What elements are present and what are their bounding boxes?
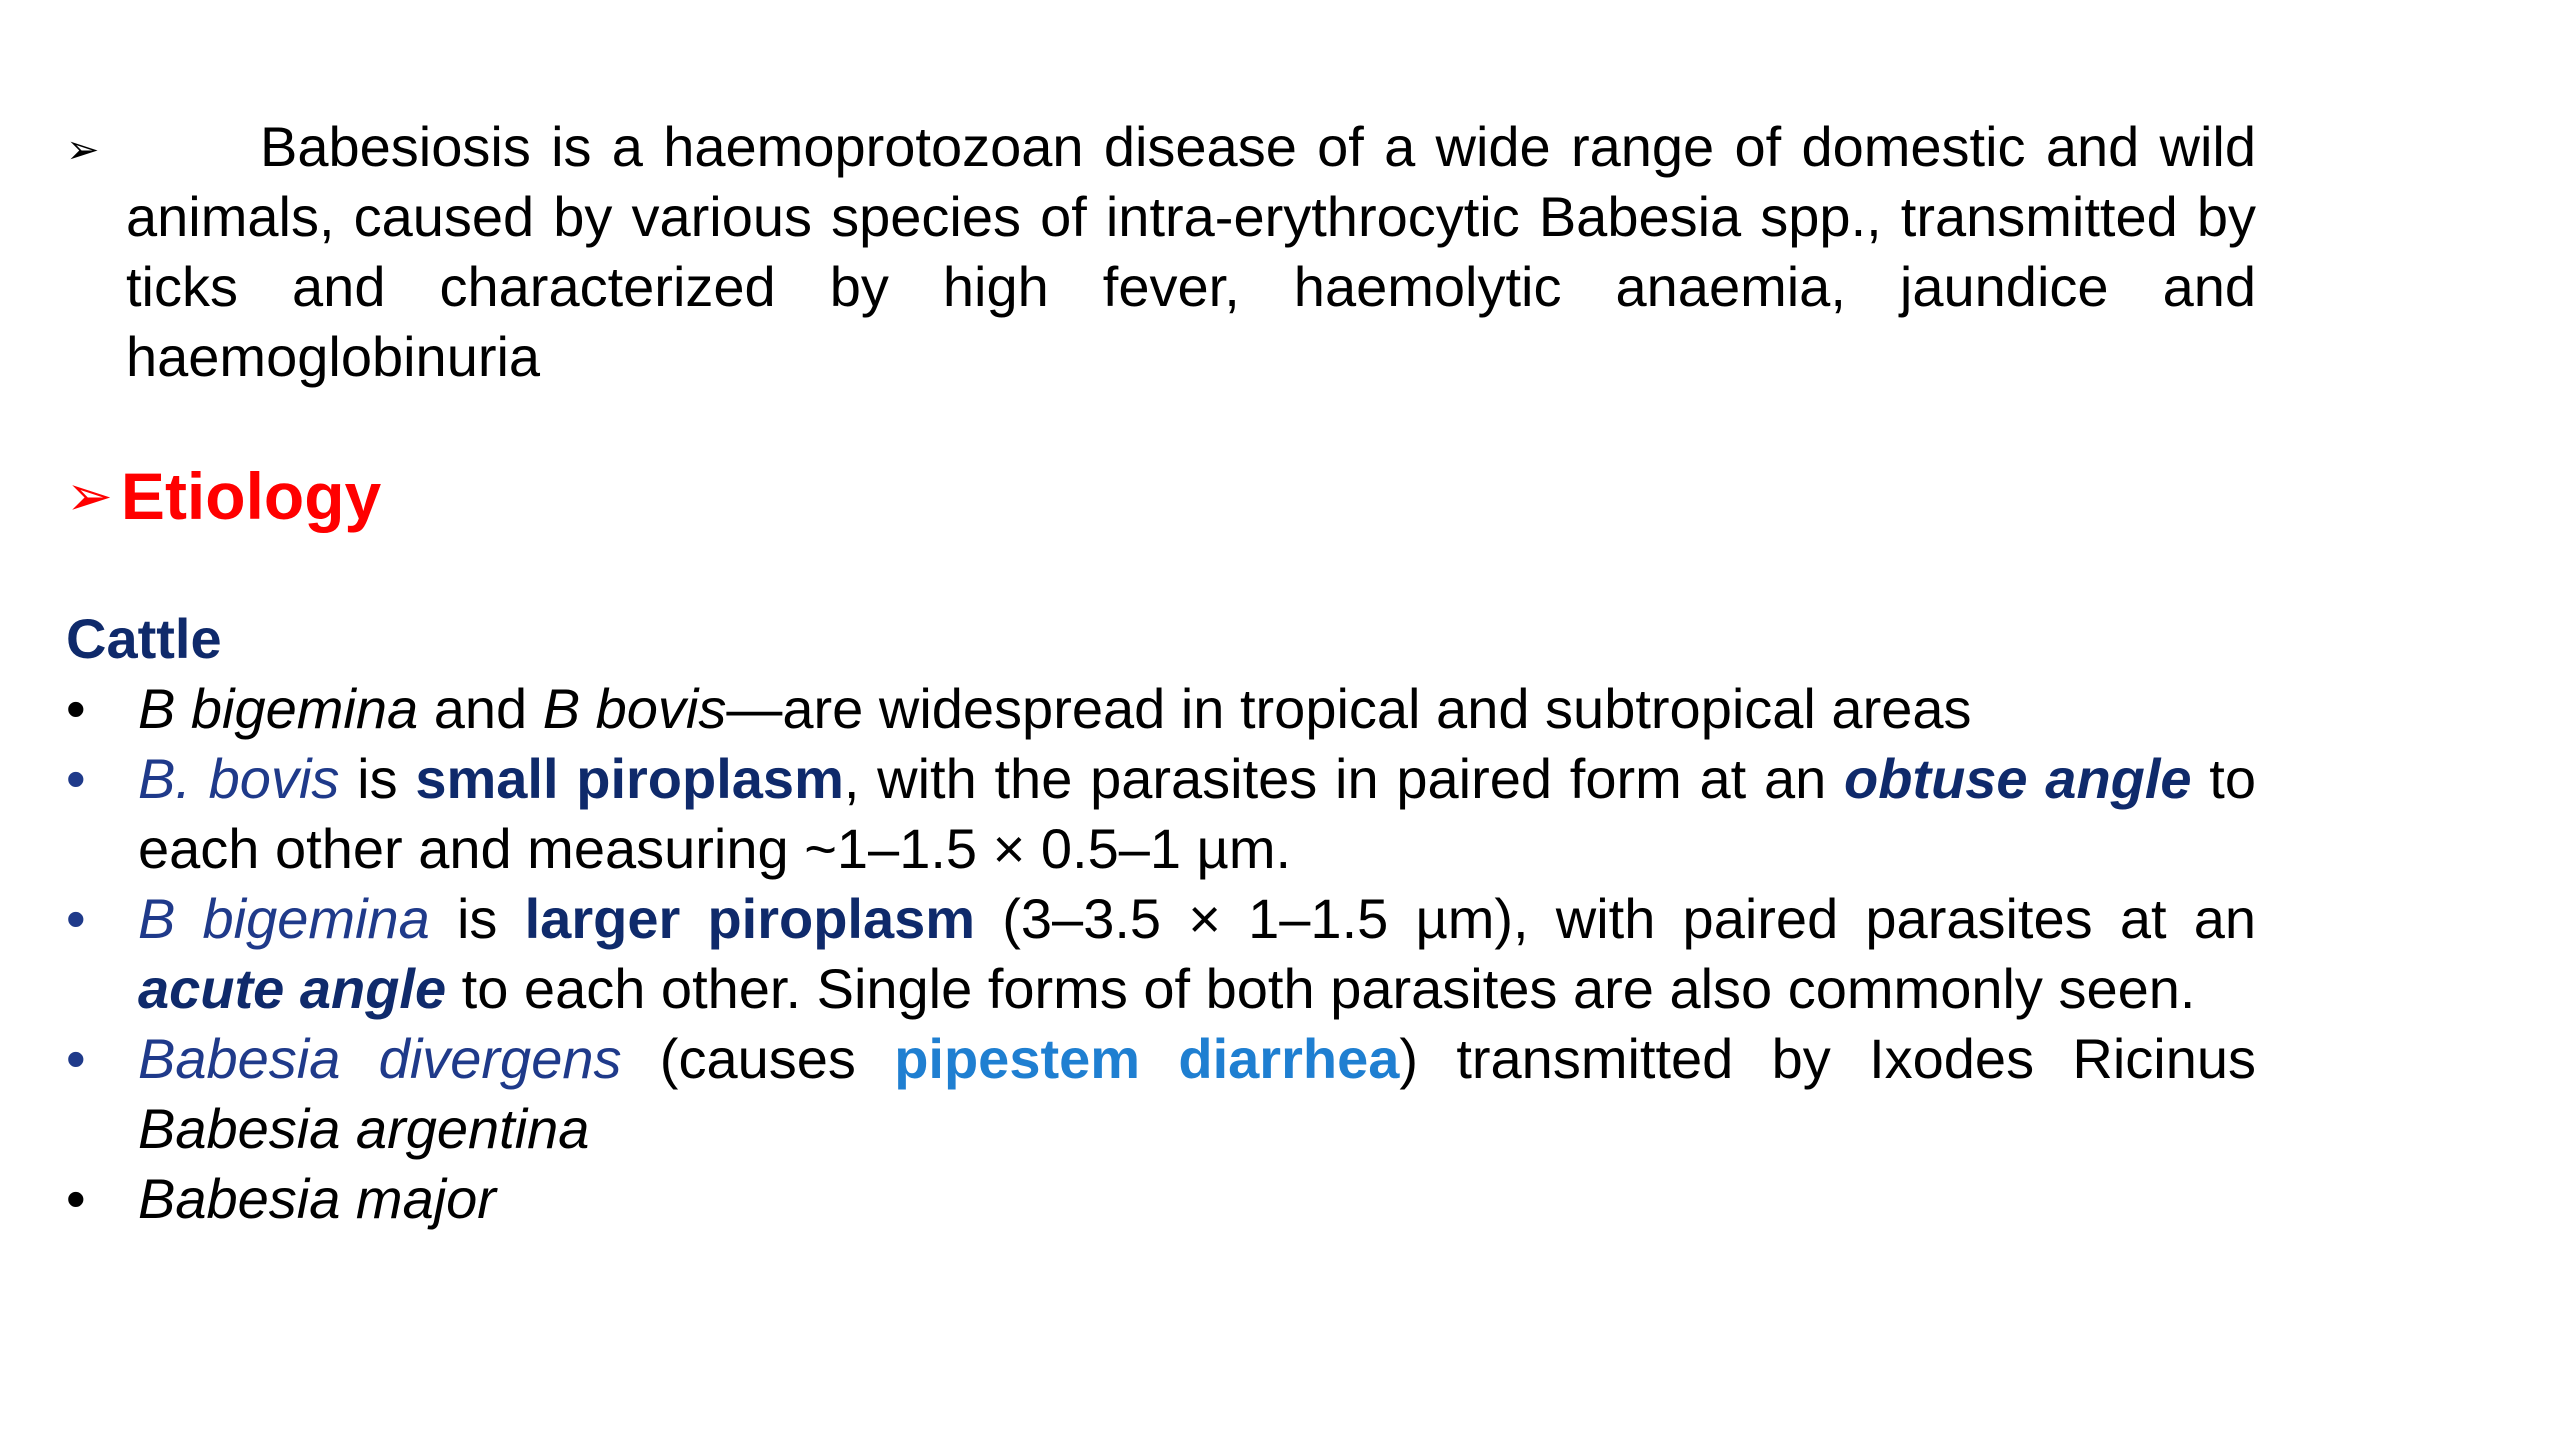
species-name: B bigemina — [138, 677, 419, 740]
arrow-bullet-icon: ➢ — [66, 128, 100, 172]
list-text: ) transmitted by Ixodes Ricinus — [1399, 1027, 2256, 1090]
bullet-dot-icon: • — [66, 1027, 86, 1090]
list-item — [66, 884, 2256, 1024]
list-text: is — [339, 747, 416, 810]
list-item — [66, 1024, 2256, 1164]
highlight-angle: obtuse angle — [1844, 747, 2192, 810]
species-name: B bigemina — [138, 887, 430, 950]
list-text: , with the parasites in paired form at an — [843, 747, 1844, 810]
species-name: B. bovis — [138, 747, 340, 810]
list-item — [66, 674, 2256, 744]
etiology-heading — [66, 456, 381, 536]
list-text: —are widespread in tropical and subtropical areas — [726, 677, 1972, 740]
species-name: Babesia divergens — [138, 1027, 622, 1090]
list-text: to each other. Single forms of both parasites are also commonly seen. — [446, 957, 2196, 1020]
bullet-dot-icon: • — [66, 747, 86, 810]
highlight-term: pipestem diarrhea — [894, 1027, 1400, 1090]
highlight-term: larger piroplasm — [524, 887, 976, 950]
list-item — [66, 744, 2256, 884]
species-name: Babesia argentina — [138, 1097, 590, 1160]
list-text: (3–3.5 × 1–1.5 µm), with paired parasites at an — [975, 887, 2257, 950]
red-arrow-bullet-icon: ➢ — [66, 464, 113, 527]
intro-paragraph — [66, 112, 2256, 392]
cattle-subheading: Cattle — [66, 607, 222, 670]
species-name: B bovis — [542, 677, 727, 740]
list-text: to each other and measuring ~1–1.5 × 0.5–1 µm. — [138, 747, 2257, 880]
list-text: (causes — [621, 1027, 895, 1090]
highlight-angle: acute angle — [138, 957, 447, 1020]
etiology-title: Etiology — [120, 459, 382, 533]
list-text: is — [429, 887, 525, 950]
highlight-term: small piroplasm — [415, 747, 844, 810]
cattle-species-list — [66, 674, 2256, 1234]
bullet-dot-icon: • — [66, 887, 86, 950]
bullet-dot-icon: • — [66, 677, 86, 740]
species-name: Babesia major — [138, 1167, 496, 1230]
list-item — [66, 1164, 2256, 1234]
bullet-dot-icon: • — [66, 1167, 86, 1230]
intro-text: Babesiosis is a haemoprotozoan disease of a wide range of domestic and wild animals, caused by various species of intra-erythrocytic Babesia spp., transmitted by ticks and characterized by high fever, haemolytic anaemia, jaundice and haemoglobinuria — [126, 115, 2256, 388]
list-text: and — [418, 677, 543, 740]
